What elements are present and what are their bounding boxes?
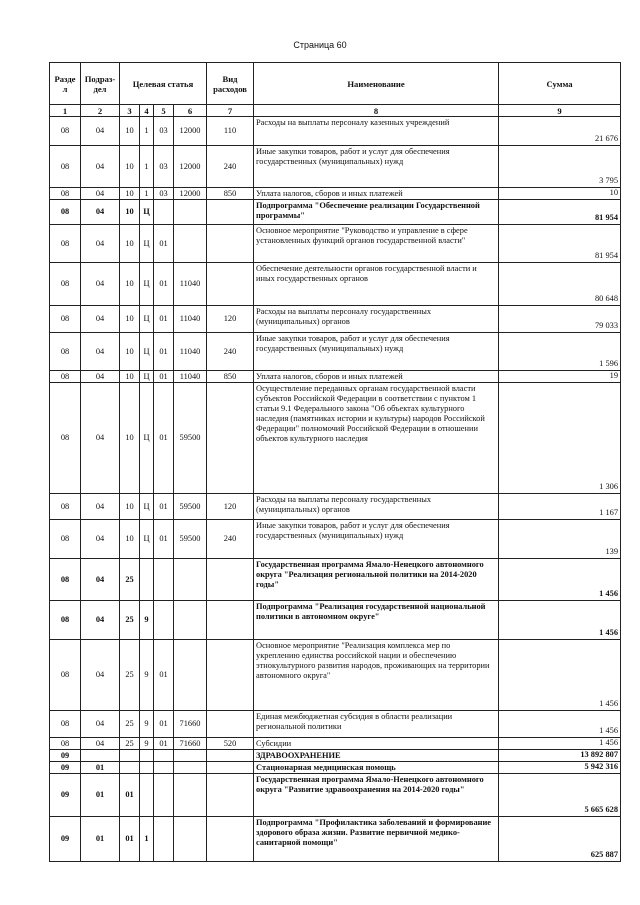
cell-razdel: 09: [50, 750, 81, 762]
cell-podrazdel: 04: [81, 494, 120, 520]
cell-subprogram: 1: [140, 117, 154, 146]
header-celevaya-statya: Целевая статья: [120, 63, 207, 105]
cell-vid-rashodov: [207, 601, 254, 640]
cell-razdel: 08: [50, 225, 81, 263]
table-row: [50, 640, 621, 711]
cell-program: 25: [120, 711, 140, 738]
cell-program: 10: [120, 200, 140, 225]
table-row: [50, 601, 621, 640]
cell-program: 25: [120, 601, 140, 640]
cell-podrazdel: 01: [81, 774, 120, 817]
cell-event: [154, 559, 174, 601]
cell-summa: 10: [499, 188, 621, 200]
cell-subprogram: Ц: [140, 494, 154, 520]
cell-vid-rashodov: [207, 263, 254, 306]
cell-program: 25: [120, 559, 140, 601]
cell-event: 03: [154, 188, 174, 200]
cell-naimenovanie: ЗДРАВООХРАНЕНИЕ: [254, 750, 499, 762]
table-row: [50, 117, 621, 146]
cell-naimenovanie: Осуществление переданных органам государственной власти субъектов Российской Федерации в соответствии с пунктом 1 статьи 9.1 Федерального закона "Об объектах культурного наследия (памятниках истории и культуры) народов Российской Федерации" полномочий Российской Федерации в отношении объектов культурного наследия: [254, 383, 499, 494]
cell-subprogram: Ц: [140, 333, 154, 371]
col-num: 6: [174, 105, 207, 117]
cell-direction: 71660: [174, 738, 207, 750]
cell-program: 10: [120, 263, 140, 306]
cell-vid-rashodov: [207, 762, 254, 774]
cell-vid-rashodov: [207, 559, 254, 601]
cell-summa: 1 167: [499, 494, 621, 520]
col-num: 9: [499, 105, 621, 117]
cell-naimenovanie: Подпрограмма "Обеспечение реализации Государственной программы": [254, 200, 499, 225]
cell-program: 10: [120, 383, 140, 494]
table-header-row: [50, 63, 621, 105]
cell-direction: 59500: [174, 383, 207, 494]
cell-vid-rashodov: 850: [207, 371, 254, 383]
cell-program: 10: [120, 520, 140, 559]
cell-direction: 12000: [174, 117, 207, 146]
cell-vid-rashodov: 110: [207, 117, 254, 146]
cell-podrazdel: 04: [81, 383, 120, 494]
table-row: [50, 817, 621, 862]
cell-subprogram: Ц: [140, 200, 154, 225]
cell-naimenovanie: Расходы на выплаты персоналу государственных (муниципальных) органов: [254, 494, 499, 520]
cell-vid-rashodov: 240: [207, 146, 254, 188]
table-row: [50, 371, 621, 383]
cell-direction: 71660: [174, 711, 207, 738]
table-row: [50, 225, 621, 263]
table-row: [50, 188, 621, 200]
cell-event: 01: [154, 263, 174, 306]
cell-razdel: 08: [50, 200, 81, 225]
cell-naimenovanie: Подпрограмма "Профилактика заболеваний и формирование здорового образа жизни. Развитие первичной медико-санитарной помощи": [254, 817, 499, 862]
cell-razdel: 08: [50, 263, 81, 306]
cell-naimenovanie: Расходы на выплаты персоналу государственных (муниципальных) органов: [254, 306, 499, 333]
cell-subprogram: Ц: [140, 225, 154, 263]
cell-direction: [174, 774, 207, 817]
cell-razdel: 09: [50, 774, 81, 817]
cell-vid-rashodov: [207, 817, 254, 862]
cell-naimenovanie: Государственная программа Ямало-Ненецкого автономного округа "Реализация региональной политики на 2014-2020 годы": [254, 559, 499, 601]
cell-direction: [174, 225, 207, 263]
cell-razdel: 08: [50, 146, 81, 188]
cell-summa: 1 456: [499, 711, 621, 738]
cell-summa: 625 887: [499, 817, 621, 862]
table-row: [50, 333, 621, 371]
table-row: [50, 711, 621, 738]
cell-event: 01: [154, 494, 174, 520]
cell-summa: 81 954: [499, 200, 621, 225]
cell-direction: 12000: [174, 188, 207, 200]
cell-razdel: 08: [50, 711, 81, 738]
cell-naimenovanie: Уплата налогов, сборов и иных платежей: [254, 371, 499, 383]
cell-event: [154, 750, 174, 762]
cell-program: [120, 762, 140, 774]
cell-podrazdel: 04: [81, 225, 120, 263]
cell-subprogram: Ц: [140, 520, 154, 559]
cell-subprogram: [140, 559, 154, 601]
cell-podrazdel: 04: [81, 601, 120, 640]
cell-naimenovanie: Иные закупки товаров, работ и услуг для обеспечения государственных (муниципальных) нужд: [254, 520, 499, 559]
cell-podrazdel: 04: [81, 117, 120, 146]
cell-podrazdel: 04: [81, 333, 120, 371]
cell-subprogram: 9: [140, 711, 154, 738]
table-row: [50, 762, 621, 774]
cell-summa: 79 033: [499, 306, 621, 333]
cell-podrazdel: [81, 750, 120, 762]
cell-naimenovanie: Уплата налогов, сборов и иных платежей: [254, 188, 499, 200]
cell-vid-rashodov: [207, 225, 254, 263]
cell-podrazdel: 04: [81, 559, 120, 601]
cell-event: 03: [154, 146, 174, 188]
cell-program: 25: [120, 738, 140, 750]
cell-direction: 59500: [174, 520, 207, 559]
col-num: 2: [81, 105, 120, 117]
cell-event: [154, 601, 174, 640]
cell-naimenovanie: Подпрограмма "Реализация государственной национальной политики в автономном округе": [254, 601, 499, 640]
cell-podrazdel: 04: [81, 711, 120, 738]
cell-summa: 21 676: [499, 117, 621, 146]
cell-podrazdel: 01: [81, 762, 120, 774]
cell-program: 10: [120, 146, 140, 188]
col-num: 5: [154, 105, 174, 117]
page-number-label: Страница 60: [293, 40, 347, 50]
cell-subprogram: 9: [140, 601, 154, 640]
table-row: [50, 559, 621, 601]
cell-summa: 13 892 807: [499, 750, 621, 762]
cell-subprogram: 1: [140, 188, 154, 200]
cell-subprogram: [140, 750, 154, 762]
table-row: [50, 383, 621, 494]
cell-vid-rashodov: [207, 774, 254, 817]
cell-razdel: 08: [50, 306, 81, 333]
header-vid-rashodov: Вид расходов: [207, 63, 254, 105]
cell-summa: 80 648: [499, 263, 621, 306]
cell-razdel: 08: [50, 640, 81, 711]
cell-direction: [174, 817, 207, 862]
cell-direction: [174, 559, 207, 601]
cell-podrazdel: 04: [81, 520, 120, 559]
cell-program: [120, 750, 140, 762]
cell-vid-rashodov: [207, 640, 254, 711]
cell-naimenovanie: Стационарная медицинская помощь: [254, 762, 499, 774]
cell-vid-rashodov: 240: [207, 520, 254, 559]
cell-event: [154, 774, 174, 817]
cell-vid-rashodov: 520: [207, 738, 254, 750]
cell-naimenovanie: Иные закупки товаров, работ и услуг для обеспечения государственных (муниципальных) нужд: [254, 333, 499, 371]
cell-summa: 1 456: [499, 640, 621, 711]
cell-naimenovanie: Обеспечение деятельности органов государственной власти и иных государственных органов: [254, 263, 499, 306]
cell-vid-rashodov: [207, 750, 254, 762]
header-razdel: Разде л: [50, 63, 81, 105]
cell-summa: 1 456: [499, 601, 621, 640]
cell-summa: 139: [499, 520, 621, 559]
cell-subprogram: 1: [140, 817, 154, 862]
cell-subprogram: Ц: [140, 371, 154, 383]
cell-summa: 5 942 316: [499, 762, 621, 774]
cell-summa: 1 456: [499, 738, 621, 750]
cell-subprogram: Ц: [140, 263, 154, 306]
cell-summa: 1 596: [499, 333, 621, 371]
cell-program: 01: [120, 817, 140, 862]
header-summa: Сумма: [499, 63, 621, 105]
cell-naimenovanie: Субсидии: [254, 738, 499, 750]
cell-direction: [174, 601, 207, 640]
cell-razdel: 09: [50, 817, 81, 862]
cell-podrazdel: 04: [81, 200, 120, 225]
cell-vid-rashodov: [207, 711, 254, 738]
cell-podrazdel: 01: [81, 817, 120, 862]
column-number-row: [50, 105, 621, 117]
cell-subprogram: 9: [140, 738, 154, 750]
cell-direction: 11040: [174, 306, 207, 333]
cell-event: 01: [154, 306, 174, 333]
cell-podrazdel: 04: [81, 371, 120, 383]
cell-direction: [174, 750, 207, 762]
cell-razdel: 08: [50, 371, 81, 383]
header-podrazdel: Подраз- дел: [81, 63, 120, 105]
cell-razdel: 08: [50, 333, 81, 371]
cell-summa: 81 954: [499, 225, 621, 263]
cell-program: 10: [120, 333, 140, 371]
cell-podrazdel: 04: [81, 146, 120, 188]
cell-vid-rashodov: 850: [207, 188, 254, 200]
cell-direction: [174, 762, 207, 774]
cell-event: [154, 762, 174, 774]
cell-subprogram: Ц: [140, 383, 154, 494]
table-row: [50, 200, 621, 225]
cell-summa: 1 456: [499, 559, 621, 601]
cell-direction: 11040: [174, 263, 207, 306]
cell-subprogram: [140, 762, 154, 774]
cell-naimenovanie: Расходы на выплаты персоналу казенных учреждений: [254, 117, 499, 146]
cell-vid-rashodov: 120: [207, 306, 254, 333]
cell-summa: 5 665 628: [499, 774, 621, 817]
cell-direction: 11040: [174, 333, 207, 371]
cell-event: 01: [154, 520, 174, 559]
header-naimenovanie: Наименование: [254, 63, 499, 105]
col-num: 7: [207, 105, 254, 117]
table-row: [50, 494, 621, 520]
cell-naimenovanie: Государственная программа Ямало-Ненецкого автономного округа "Развитие здравоохранения на 2014-2020 годы": [254, 774, 499, 817]
cell-direction: 11040: [174, 371, 207, 383]
table-row: [50, 263, 621, 306]
cell-program: 10: [120, 494, 140, 520]
cell-program: 10: [120, 117, 140, 146]
table-row: [50, 520, 621, 559]
table-row: [50, 738, 621, 750]
cell-razdel: 08: [50, 520, 81, 559]
cell-event: [154, 817, 174, 862]
cell-vid-rashodov: 240: [207, 333, 254, 371]
cell-event: 01: [154, 371, 174, 383]
cell-razdel: 08: [50, 601, 81, 640]
cell-event: 01: [154, 383, 174, 494]
col-num: 8: [254, 105, 499, 117]
cell-summa: 19: [499, 371, 621, 383]
table-row: [50, 306, 621, 333]
cell-event: 01: [154, 640, 174, 711]
cell-direction: [174, 640, 207, 711]
cell-subprogram: 9: [140, 640, 154, 711]
cell-razdel: 09: [50, 762, 81, 774]
cell-direction: 12000: [174, 146, 207, 188]
cell-podrazdel: 04: [81, 263, 120, 306]
cell-subprogram: [140, 774, 154, 817]
cell-razdel: 08: [50, 383, 81, 494]
cell-naimenovanie: Основное мероприятие "Реализация комплекса мер по укреплению единства российской нации и обеспечению этнокультурного развития народов, проживающих на территории автономного округа": [254, 640, 499, 711]
cell-direction: [174, 200, 207, 225]
cell-subprogram: Ц: [140, 306, 154, 333]
cell-program: 10: [120, 188, 140, 200]
cell-podrazdel: 04: [81, 738, 120, 750]
cell-vid-rashodov: [207, 383, 254, 494]
table-row: [50, 774, 621, 817]
cell-razdel: 08: [50, 738, 81, 750]
cell-program: 10: [120, 371, 140, 383]
cell-summa: 3 795: [499, 146, 621, 188]
cell-razdel: 08: [50, 117, 81, 146]
cell-razdel: 08: [50, 559, 81, 601]
cell-program: 10: [120, 306, 140, 333]
cell-event: 01: [154, 225, 174, 263]
cell-razdel: 08: [50, 494, 81, 520]
cell-naimenovanie: Основное мероприятие "Руководство и управление в сфере установленных функций органов государственной власти": [254, 225, 499, 263]
cell-naimenovanie: Единая межбюджетная субсидия в области реализации региональной политики: [254, 711, 499, 738]
cell-summa: 1 306: [499, 383, 621, 494]
cell-vid-rashodov: [207, 200, 254, 225]
table-row: [50, 146, 621, 188]
cell-program: 01: [120, 774, 140, 817]
cell-podrazdel: 04: [81, 640, 120, 711]
cell-podrazdel: 04: [81, 188, 120, 200]
col-num: 1: [50, 105, 81, 117]
cell-event: 03: [154, 117, 174, 146]
cell-podrazdel: 04: [81, 306, 120, 333]
col-num: 3: [120, 105, 140, 117]
cell-direction: 59500: [174, 494, 207, 520]
cell-program: 25: [120, 640, 140, 711]
cell-razdel: 08: [50, 188, 81, 200]
cell-event: 01: [154, 711, 174, 738]
cell-program: 10: [120, 225, 140, 263]
col-num: 4: [140, 105, 154, 117]
table-row: [50, 750, 621, 762]
cell-event: [154, 200, 174, 225]
budget-table: [49, 62, 621, 862]
cell-naimenovanie: Иные закупки товаров, работ и услуг для обеспечения государственных (муниципальных) нужд: [254, 146, 499, 188]
cell-vid-rashodov: 120: [207, 494, 254, 520]
cell-event: 01: [154, 738, 174, 750]
cell-subprogram: 1: [140, 146, 154, 188]
cell-event: 01: [154, 333, 174, 371]
